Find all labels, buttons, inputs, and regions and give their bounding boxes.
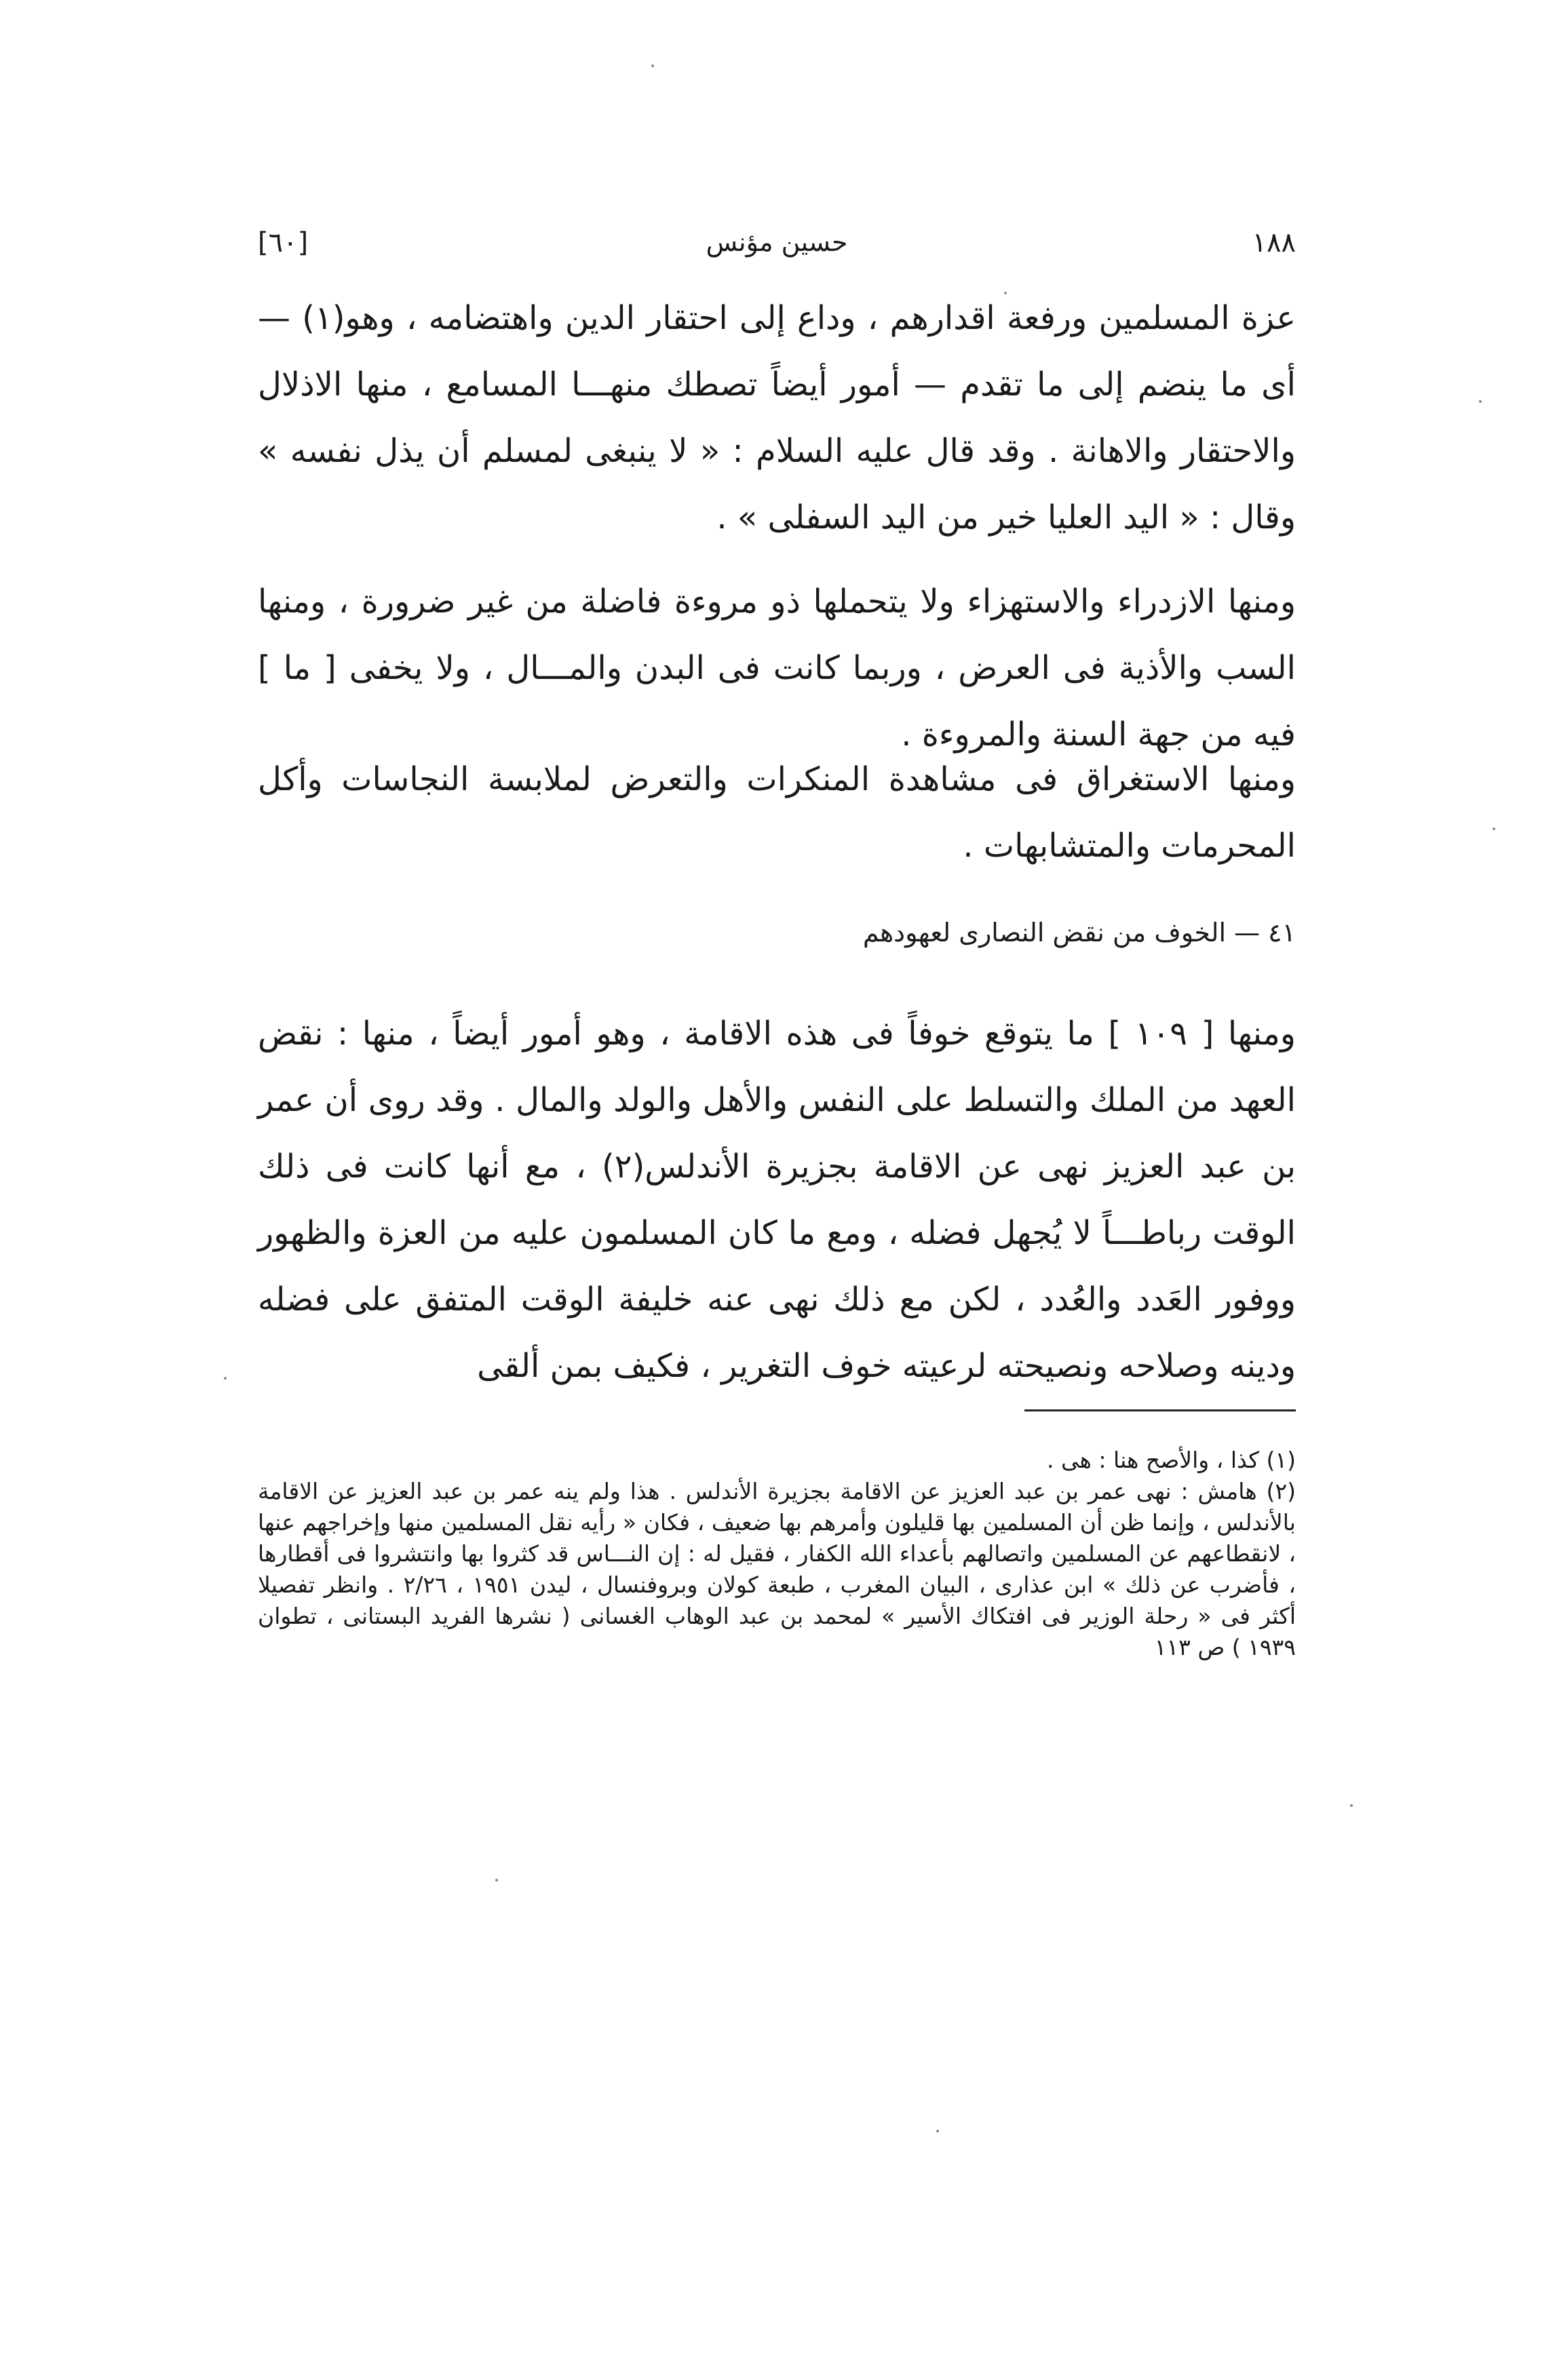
body-paragraph-1: [258, 285, 1296, 551]
footnote-separator: [1024, 1409, 1296, 1411]
scan-speck: [224, 1377, 227, 1380]
footnote-1: (١) كذا ، والأصح هنا : هى .: [1047, 1447, 1296, 1473]
section-heading: ٤١ — الخوف من نقض النصارى لعهودهم: [862, 918, 1296, 948]
scan-speck: [651, 64, 654, 67]
bracketed-folio-number: [٦٠]: [258, 227, 309, 258]
paragraph-text: ومنها [ ١٠٩ ] ما يتوقع خوفاً فى هذه الاقامة ، وهو أمور أيضاً ، منها : نقض العهد من الملك والتسلط على النفس والأهل والولد والمال . وقد روى أن عمر بن عبد العزيز نهى عن الاقامة بجزيرة الأندلس(٢) ، مع أنها كانت فى ذلك الوقت رباطـــاً لا يُجهل فضله ، ومع ما كان المسلمون عليه من العزة والظهور ووفور العَدد والعُدد ، لكن مع ذلك نهى عنه خليفة الوقت المتفق على فضله ودينه وصلاحه ونصيحته لرعيته خوف التغرير ، فكيف بمن ألقى: [258, 1015, 1296, 1385]
footnotes: [258, 1445, 1296, 1663]
paragraph-text: عزة المسلمين ورفعة اقدارهم ، وداع إلى احتقار الدين واهتضامه ، وهو(١) — أى ما ينضم إلى ما تقدم — أمور أيضاً تصطك منهـــا المسامع ، منها الاذلال والاحتقار والاهانة . وقد قال عليه السلام : « لا ينبغى لمسلم أن يذل نفسه » وقال : « اليد العليا خير من اليد السفلى » .: [258, 299, 1296, 537]
body-paragraph-3: [258, 746, 1296, 879]
scan-speck: [1350, 1804, 1353, 1807]
paragraph-text: ومنها الاستغراق فى مشاهدة المنكرات والتعرض لملابسة النجاسات وأكل المحرمات والمتشابهات .: [258, 760, 1296, 865]
body-paragraph-2: [258, 568, 1296, 768]
scan-speck: [1479, 400, 1482, 403]
section-paragraph: [258, 1000, 1296, 1399]
paragraph-text: ومنها الازدراء والاستهزاء ولا يتحملها ذو مروءة فاضلة من غير ضرورة ، ومنها السب والأذية فى العرض ، وربما كانت فى البدن والمـــال ، ولا يخفى [ ما ] فيه من جهة السنة والمروءة .: [258, 583, 1296, 754]
scan-speck: [1004, 292, 1007, 294]
scan-speck: [936, 2130, 939, 2132]
scan-speck: [1493, 827, 1495, 830]
scan-speck: [495, 1879, 498, 1881]
running-header: [258, 227, 1296, 268]
running-title-author: حسين مؤنس: [706, 227, 848, 257]
page-number: ١٨٨: [1252, 227, 1296, 258]
footnote-2: (٢) هامش : نهى عمر بن عبد العزيز عن الاقامة بجزيرة الأندلس . هذا ولم ينه عمر بن عبد العزيز عن الاقامة بالأندلس ، وإنما ظن أن المسلمين بها قليلون وأمرهم بها ضعيف ، فكان « رأيه نقل المسلمين منها وإخراجهم عنها ، لانقطاعهم عن المسلمين واتصالهم بأعداء الله الكفار ، فقيل له : إن النـــاس قد كثروا بها وانتشروا فى أقطارها ، فأضرب عن ذلك » ابن عذارى ، البيان المغرب ، طبعة كولان وبروفنسال ، ليدن ١٩٥١ ، ٢/٢٦ . وانظر تفصيلا أكثر فى « رحلة الوزير فى افتكاك الأسير » لمحمد بن عبد الوهاب الغسانى ( نشرها الفريد البستانى ، تطوان ١٩٣٩ ) ص ١١٣: [258, 1478, 1296, 1660]
